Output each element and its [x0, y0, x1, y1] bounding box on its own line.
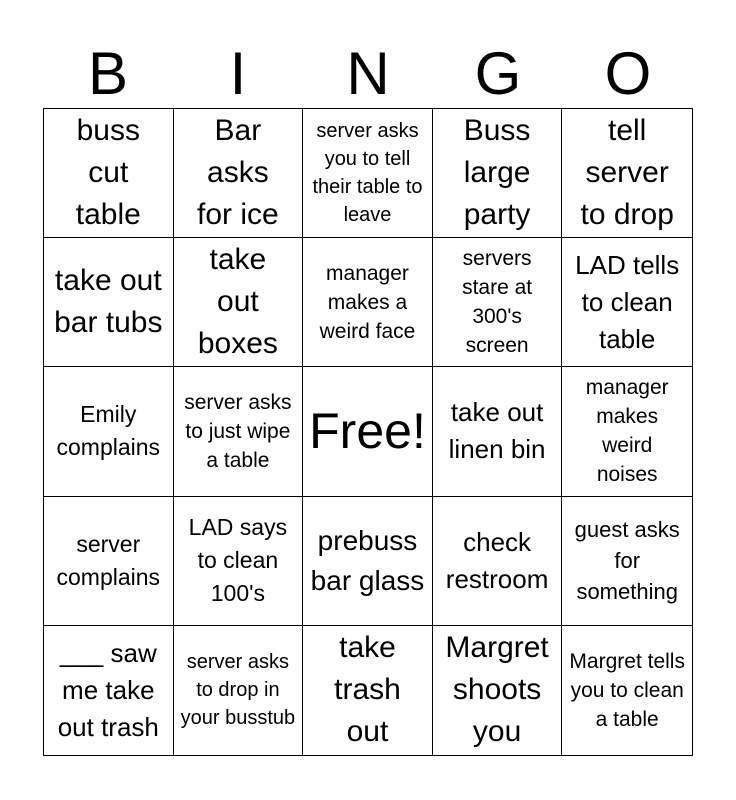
- bingo-cell[interactable]: [303, 497, 433, 626]
- bingo-cell[interactable]: [174, 626, 304, 755]
- cell-text: buss cut table: [75, 114, 141, 232]
- cell-text: Bar asks for ice: [197, 114, 279, 232]
- cell-text: Margret tells you to clean a table: [569, 649, 685, 731]
- free-space: Free!: [309, 403, 426, 460]
- cell-text: server asks to drop in your busstub: [180, 651, 296, 730]
- header-letter-i: I: [229, 40, 247, 107]
- cell-text: server asks to just wipe a table: [184, 390, 292, 472]
- bingo-header: [43, 40, 693, 108]
- cell-text: tell server to drop: [580, 114, 674, 232]
- bingo-cell[interactable]: [562, 109, 692, 238]
- bingo-cell[interactable]: [174, 109, 304, 238]
- bingo-cell[interactable]: [44, 109, 174, 238]
- cell-text: check restroom: [445, 526, 549, 594]
- cell-text: servers stare at 300's screen: [462, 247, 533, 358]
- bingo-cell[interactable]: [174, 497, 304, 626]
- cell-text: prebuss bar glass: [310, 524, 425, 596]
- bingo-cell[interactable]: [303, 626, 433, 755]
- bingo-cell[interactable]: [562, 626, 692, 755]
- bingo-cell[interactable]: [44, 238, 174, 367]
- header-letter-b: B: [87, 40, 129, 107]
- bingo-cell[interactable]: [174, 367, 304, 496]
- bingo-cell[interactable]: [44, 367, 174, 496]
- bingo-cell[interactable]: [44, 626, 174, 755]
- bingo-cell[interactable]: [562, 497, 692, 626]
- cell-text: ___ saw me take out trash: [57, 637, 159, 742]
- cell-text: take out boxes: [197, 243, 278, 361]
- cell-text: server asks you to tell their table to leave: [312, 120, 423, 227]
- cell-text: take trash out: [334, 631, 401, 749]
- bingo-cell[interactable]: [303, 367, 433, 496]
- cell-text: Margret shoots you: [445, 631, 549, 749]
- bingo-cell[interactable]: [433, 367, 563, 496]
- bingo-cell[interactable]: [174, 238, 304, 367]
- cell-text: guest asks for something: [574, 517, 680, 605]
- bingo-cell[interactable]: [303, 238, 433, 367]
- header-letter-n: N: [346, 40, 390, 107]
- bingo-cell[interactable]: [562, 367, 692, 496]
- cell-text: take out linen bin: [448, 397, 546, 465]
- cell-text: take out bar tubs: [54, 264, 163, 340]
- header-letter-o: O: [604, 40, 652, 107]
- bingo-grid: [43, 108, 693, 756]
- cell-text: LAD tells to clean table: [575, 249, 680, 354]
- cell-text: LAD says to clean 100's: [188, 514, 288, 607]
- bingo-cell[interactable]: [303, 109, 433, 238]
- cell-text: Emily complains: [56, 401, 161, 461]
- cell-text: manager makes a weird face: [319, 261, 416, 343]
- bingo-cell[interactable]: [433, 109, 563, 238]
- cell-text: manager makes weird noises: [585, 376, 669, 487]
- cell-text: Buss large party: [463, 114, 531, 232]
- bingo-cell[interactable]: [433, 626, 563, 755]
- header-letter-g: G: [474, 40, 522, 107]
- cell-text: server complains: [56, 530, 161, 590]
- bingo-cell[interactable]: [44, 497, 174, 626]
- bingo-cell[interactable]: [433, 238, 563, 367]
- bingo-cell[interactable]: [562, 238, 692, 367]
- bingo-cell[interactable]: [433, 497, 563, 626]
